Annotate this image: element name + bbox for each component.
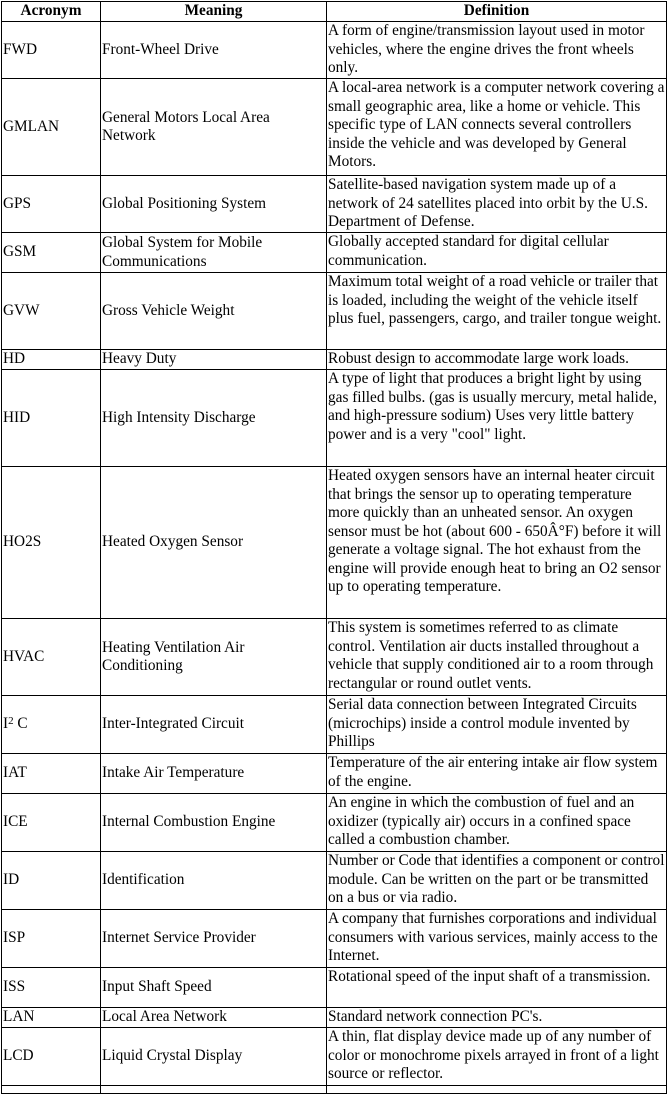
meaning-cell: Gross Vehicle Weight <box>101 273 327 350</box>
meaning-cell: Heated Oxygen Sensor <box>101 467 327 619</box>
acronym-table <box>1 1 667 1094</box>
table-row <box>2 22 667 79</box>
definition-cell <box>327 1086 667 1094</box>
meaning-cell: Internal Combustion Engine <box>101 794 327 852</box>
definition-cell: Temperature of the air entering intake air flow system of the engine. <box>327 754 667 794</box>
meaning-cell: Global Positioning System <box>101 176 327 233</box>
table-row <box>2 968 667 1008</box>
meaning-cell: Local Area Network <box>101 1008 327 1028</box>
definition-cell: A form of engine/transmission layout used in motor vehicles, where the engine drives the front wheels only. <box>327 22 667 79</box>
header-meaning: Meaning <box>101 2 327 22</box>
acronym-tail: C <box>13 715 28 733</box>
acronym-base: I <box>3 715 9 733</box>
header-definition: Definition <box>327 2 667 22</box>
table-row <box>2 754 667 794</box>
acronym-cell: GMLAN <box>2 79 101 176</box>
header-row <box>2 2 667 22</box>
definition-cell: This system is sometimes referred to as climate control. Ventilation air ducts installed throughout a vehicle that supply conditioned air to a room through rectangular or round outlet vents. <box>327 619 667 696</box>
acronym-cell: GPS <box>2 176 101 233</box>
table-row <box>2 1008 667 1028</box>
definition-cell: A thin, flat display device made up of any number of color or monochrome pixels arrayed in front of a light source or reflector. <box>327 1028 667 1086</box>
table-row <box>2 794 667 852</box>
table-row <box>2 467 667 619</box>
table-row <box>2 910 667 968</box>
table-row <box>2 696 667 754</box>
meaning-cell: Internet Service Provider <box>101 910 327 968</box>
definition-cell: Number or Code that identifies a component or control module. Can be written on the part or be transmitted on a bus or via radio. <box>327 852 667 910</box>
acronym-cell: HVAC <box>2 619 101 696</box>
definition-cell: Rotational speed of the input shaft of a transmission. <box>327 968 667 1008</box>
table-row <box>2 852 667 910</box>
acronym-cell <box>2 1086 101 1094</box>
table-row <box>2 176 667 233</box>
table-row <box>2 1028 667 1086</box>
meaning-cell: High Intensity Discharge <box>101 370 327 467</box>
meaning-cell <box>101 1086 327 1094</box>
meaning-cell: General Motors Local Area Network <box>101 79 327 176</box>
meaning-cell: Identification <box>101 852 327 910</box>
definition-cell: Serial data connection between Integrated Circuits (microchips) inside a control module invented by Phillips <box>327 696 667 754</box>
table-row <box>2 79 667 176</box>
acronym-cell: HO2S <box>2 467 101 619</box>
definition-cell: Standard network connection PC's. <box>327 1008 667 1028</box>
definition-cell: Globally accepted standard for digital cellular communication. <box>327 233 667 273</box>
meaning-cell: Global System for Mobile Communications <box>101 233 327 273</box>
table-row-partial <box>2 1086 667 1094</box>
definition-cell: A local-area network is a computer network covering a small geographic area, like a home or vehicle. This specific type of LAN connects several controllers inside the vehicle and was developed by General Motors. <box>327 79 667 176</box>
definition-cell: A company that furnishes corporations and individual consumers with various services, mainly access to the Internet. <box>327 910 667 968</box>
acronym-cell: HID <box>2 370 101 467</box>
acronym-cell: GVW <box>2 273 101 350</box>
acronym-cell: ISP <box>2 910 101 968</box>
meaning-cell: Heating Ventilation Air Conditioning <box>101 619 327 696</box>
definition-cell: A type of light that produces a bright light by using gas filled bulbs. (gas is usually mercury, metal halide, and high-pressure sodium) Uses very little battery power and is a very "cool" light. <box>327 370 667 467</box>
header-acronym: Acronym <box>2 2 101 22</box>
acronym-cell: GSM <box>2 233 101 273</box>
acronym-cell: HD <box>2 350 101 370</box>
meaning-cell: Liquid Crystal Display <box>101 1028 327 1086</box>
acronym-cell: ISS <box>2 968 101 1008</box>
meaning-cell: Inter-Integrated Circuit <box>101 696 327 754</box>
table-row <box>2 273 667 350</box>
acronym-cell: FWD <box>2 22 101 79</box>
table-row <box>2 370 667 467</box>
meaning-cell: Intake Air Temperature <box>101 754 327 794</box>
definition-cell: An engine in which the combustion of fuel and an oxidizer (typically air) occurs in a confined space called a combustion chamber. <box>327 794 667 852</box>
acronym-cell: ID <box>2 852 101 910</box>
definition-cell: Maximum total weight of a road vehicle or trailer that is loaded, including the weight of the vehicle itself plus fuel, passengers, cargo, and trailer tongue weight. <box>327 273 667 350</box>
acronym-cell: LCD <box>2 1028 101 1086</box>
table-row <box>2 619 667 696</box>
table-row <box>2 233 667 273</box>
acronym-cell: ICE <box>2 794 101 852</box>
definition-cell: Robust design to accommodate large work loads. <box>327 350 667 370</box>
acronym-cell: IAT <box>2 754 101 794</box>
definition-cell: Satellite-based navigation system made up of a network of 24 satellites placed into orbit by the U.S. Department of Defense. <box>327 176 667 233</box>
definition-cell: Heated oxygen sensors have an internal heater circuit that brings the sensor up to operating temperature more quickly than an unheated sensor. An oxygen sensor must be hot (about 600 - 650Â°F) before it will generate a voltage signal. The hot exhaust from the engine will provide enough heat to bring an O2 sensor up to operating temperature. <box>327 467 667 619</box>
table-row <box>2 350 667 370</box>
acronym-cell <box>2 696 101 754</box>
meaning-cell: Heavy Duty <box>101 350 327 370</box>
meaning-cell: Front-Wheel Drive <box>101 22 327 79</box>
acronym-superscript: 2 <box>8 715 14 728</box>
meaning-cell: Input Shaft Speed <box>101 968 327 1008</box>
acronym-cell: LAN <box>2 1008 101 1028</box>
